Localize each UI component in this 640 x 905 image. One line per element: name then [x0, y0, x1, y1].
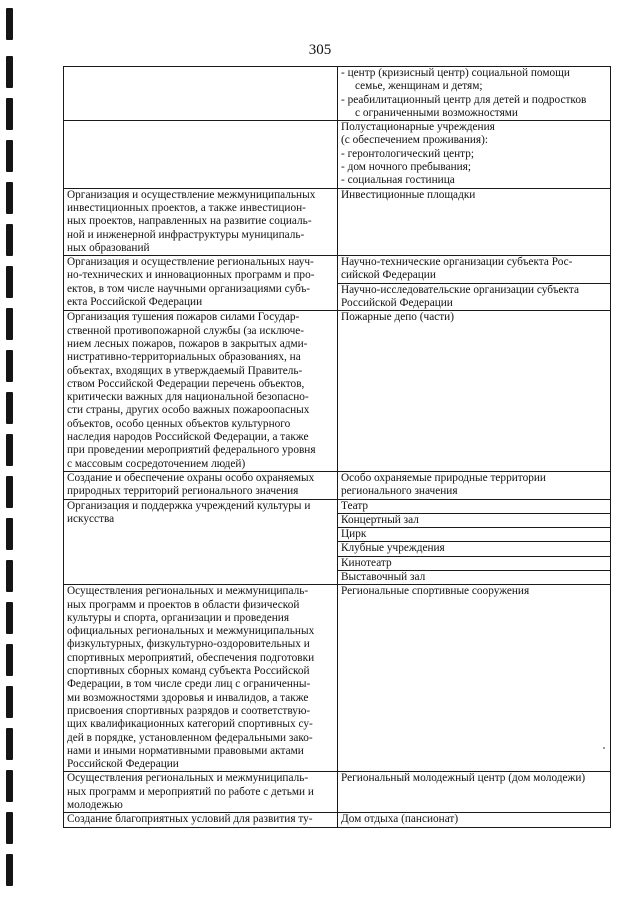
left-cell	[64, 256, 338, 311]
document-table	[63, 66, 611, 828]
cell-line: - геронтологический центр;	[341, 147, 475, 160]
right-cell	[338, 528, 611, 542]
cell-line: молодежью	[67, 799, 123, 812]
table-row	[64, 311, 611, 472]
table-row	[64, 585, 611, 772]
left-cell	[64, 585, 338, 772]
right-cell	[338, 542, 611, 556]
cell-line: Организация и осуществление межмуниципальных	[67, 188, 316, 201]
cell-line: Федерации, в том числе среди лиц с ограниченны-	[67, 678, 311, 691]
cell-line: щих квалификационных категорий спортивных су-	[67, 718, 313, 731]
table-row	[64, 121, 611, 188]
right-cell	[338, 813, 611, 827]
right-cell	[338, 256, 611, 284]
cell-line: екта Российской Федерации	[67, 296, 203, 309]
cell-line: ных образований	[67, 241, 150, 254]
right-cell	[338, 67, 611, 121]
right-cell	[338, 121, 611, 188]
left-cell	[64, 499, 338, 585]
cell-line: культуры и спорта, организации и проведения	[67, 611, 290, 624]
cell-line: Полустационарные учреждения	[341, 121, 495, 134]
cell-line: ством Российской Федерации перечень объектов,	[67, 377, 305, 390]
cell-line: Цирк	[341, 528, 367, 541]
cell-line: - дом ночного пребывания;	[341, 161, 472, 174]
right-cell	[338, 513, 611, 527]
cell-line: Концертный зал	[341, 513, 419, 526]
cell-line: инвестиционных проектов, а также инвестицион-	[67, 201, 306, 214]
cell-line: Кинотеатр	[341, 556, 392, 569]
cell-line: ных проектов, направленных на развитие социаль-	[67, 215, 312, 228]
cell-line: Осуществления региональных и межмуниципаль-	[67, 585, 309, 598]
cell-line: ных программ и проектов в области физической	[67, 598, 300, 611]
left-cell	[64, 813, 338, 827]
right-cell	[338, 570, 611, 584]
right-cell	[338, 585, 611, 772]
cell-line: Российской Федерации	[67, 758, 179, 771]
cell-line: Инвестиционные площадки	[341, 188, 476, 201]
cell-line: - социальная гостиница	[341, 174, 455, 187]
cell-line: Российской Федерации	[341, 297, 453, 310]
right-cell	[338, 499, 611, 513]
cell-line: Клубные учреждения	[341, 542, 445, 555]
cell-line: спортивных мероприятий, обеспечения подготовки	[67, 651, 315, 664]
cell-line: Пожарные депо (части)	[341, 311, 454, 324]
cell-line: наследия народов Российской Федерации, а также	[67, 431, 309, 444]
cell-line: Организация и поддержка учреждений культуры и	[67, 499, 311, 512]
cell-line: критически важных для национальной безопасно-	[67, 391, 309, 404]
cell-line: семье, женщинам и детям;	[355, 80, 483, 93]
cell-line: искусства	[67, 512, 115, 525]
table-row	[64, 772, 611, 813]
cell-line: Театр	[341, 499, 369, 512]
table-row	[64, 471, 611, 499]
right-cell	[338, 772, 611, 813]
cell-line: присвоения спортивных разрядов и соответствую-	[67, 704, 311, 717]
cell-line: Научно-технические организации субъекта Рос-	[341, 256, 573, 269]
cell-line: но-технических и инновационных программ и про-	[67, 269, 315, 282]
table-row	[64, 499, 611, 513]
cell-line: - центр (кризисный центр) социальной помощи	[341, 67, 570, 79]
cell-line: Научно-исследовательские организации субъекта	[341, 283, 579, 296]
cell-line: при проведении мероприятий федерального уровня	[67, 444, 316, 457]
cell-line: Региональный молодежный центр (дом молодежи)	[341, 772, 586, 785]
cell-line: Осуществления региональных и межмуниципаль-	[67, 772, 309, 785]
cell-line: ственной противопожарной службы (за исключе-	[67, 324, 305, 337]
table-row	[64, 67, 611, 121]
cell-line: ми возможностями здоровья и инвалидов, а также	[67, 691, 309, 704]
cell-line: Дом отдыха (пансионат)	[341, 813, 459, 826]
left-cell	[64, 67, 338, 121]
right-cell	[338, 556, 611, 570]
table-row	[64, 813, 611, 827]
cell-line: Организация и осуществление региональных науч-	[67, 256, 314, 269]
cell-line: ных программ и мероприятий по работе с детьми и	[67, 785, 314, 798]
right-cell	[338, 283, 611, 311]
cell-line: официальных региональных и межмуниципальных	[67, 625, 315, 638]
cell-line: объектах, входящих в утверждаемый Правитель-	[67, 364, 303, 377]
cell-line: Организация тушения пожаров силами Государ-	[67, 311, 300, 324]
cell-line: - реабилитационный центр для детей и подростков	[341, 93, 587, 106]
cell-line: дей в порядке, установленном федеральными зако-	[67, 731, 313, 744]
cell-line: физкультурных, физкультурно-оздоровительных и	[67, 638, 310, 651]
cell-line: сийской Федерации	[341, 269, 436, 282]
cell-line: с ограниченными возможностями	[355, 106, 518, 119]
cell-line: Выставочный зал	[341, 570, 426, 583]
left-cell	[64, 188, 338, 255]
cell-line: нистративно-территориальных образованиях, на	[67, 351, 301, 364]
right-cell	[338, 188, 611, 255]
cell-line: Региональные спортивные сооружения	[341, 585, 530, 598]
cell-line: спортивных сборных команд субъекта Российской	[67, 665, 310, 678]
table-row	[64, 256, 611, 284]
cell-line: (с обеспечением проживания):	[341, 134, 489, 147]
left-cell	[64, 471, 338, 499]
page-number: 305	[308, 42, 332, 58]
right-cell	[338, 311, 611, 472]
cell-line: регионального значения	[341, 485, 458, 498]
cell-line: сти страны, других особо важных пожароопасных	[67, 404, 310, 417]
left-cell	[64, 772, 338, 813]
right-cell	[338, 471, 611, 499]
left-cell	[64, 121, 338, 188]
cell-line: природных территорий регионального значения	[67, 485, 299, 498]
left-cell	[64, 311, 338, 472]
cell-line: нием лесных пожаров, пожаров в закрытых адми-	[67, 337, 308, 350]
cell-line: объектов, особо ценных объектов культурного	[67, 417, 291, 430]
cell-line: ной и инженерной инфраструктуры муниципаль-	[67, 228, 305, 241]
cell-line: Создание благоприятных условий для развития ту-	[67, 813, 313, 826]
cell-line: ектов, в том числе научными организациями субъ-	[67, 282, 311, 295]
table-row	[64, 188, 611, 255]
cell-line: Создание и обеспечение охраны особо охраняемых	[67, 471, 315, 484]
cell-line: с массовым сосредоточением людей)	[67, 457, 246, 470]
cell-line: Особо охраняемые природные территории	[341, 471, 546, 484]
cell-line: нами и иными нормативными правовыми актами	[67, 744, 304, 757]
